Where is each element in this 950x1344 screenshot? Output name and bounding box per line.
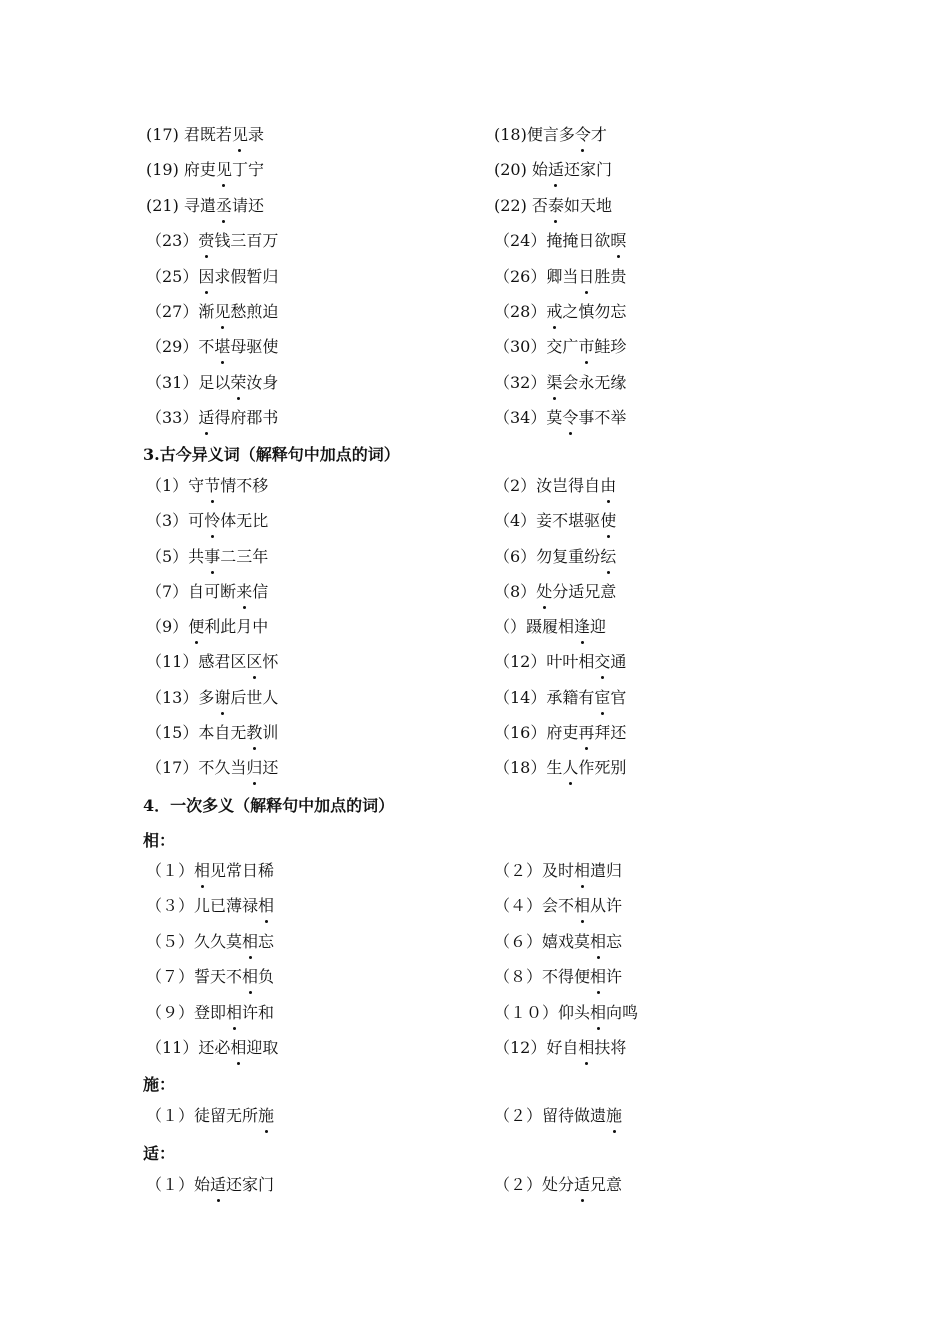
item-text-after: 才: [590, 125, 607, 144]
item-text-after: 求假暂归: [214, 266, 279, 286]
list-row: [146, 580, 846, 610]
list-item-right: [494, 509, 616, 533]
dotted-character: 宦: [594, 686, 610, 710]
list-item-right: [494, 1001, 638, 1025]
list-row: [146, 930, 846, 960]
item-text-after: 请还: [231, 195, 264, 215]
item-text-after: 怀: [262, 652, 279, 672]
list-item-left: [146, 580, 268, 604]
item-text-after: 利此月中: [204, 617, 269, 636]
list-item-right: [494, 1173, 622, 1197]
list-item-left: [146, 158, 264, 182]
item-text-after: 胜贵: [594, 266, 627, 286]
dotted-character: 纭: [600, 545, 616, 569]
item-text-after: 迎: [590, 617, 607, 636]
item-text-before: （5）共: [146, 546, 205, 566]
item-text-before: （16）府吏: [494, 722, 579, 742]
item-text-before: （１０）仰头: [494, 1002, 591, 1022]
item-text-after: 从许: [590, 896, 623, 916]
item-text-after: 兄意: [590, 1175, 623, 1194]
item-text-before: (17) 君既若: [146, 125, 232, 144]
item-text-before: （１）: [146, 861, 195, 880]
list-item-right: [494, 474, 616, 498]
item-text-after: 会永无缘: [562, 372, 627, 392]
item-text-after: 官: [610, 687, 627, 707]
list-item-right: [494, 545, 616, 569]
item-text-after: 作死别: [578, 758, 627, 777]
list-item-left: [146, 474, 268, 498]
item-text-before: （8）: [494, 581, 537, 601]
dotted-character: 人: [562, 756, 578, 780]
item-text-after: 向鸣: [606, 1002, 639, 1022]
list-item-left: [146, 1001, 274, 1025]
item-text-before: （24）掩掩日欲: [494, 231, 611, 251]
item-text-after: 之慎勿忘: [562, 302, 627, 321]
dotted-character: 处: [536, 580, 552, 604]
item-text-before: (20) 始: [494, 160, 548, 180]
dotted-character: 使: [600, 509, 616, 533]
list-item-right: [494, 930, 622, 954]
item-text-before: （3）可: [146, 511, 205, 531]
dotted-character: 事: [204, 545, 220, 569]
item-text-before: （1）守: [146, 476, 205, 495]
item-text-after: 还家门: [226, 1175, 275, 1194]
list-item-right: [494, 580, 616, 604]
dotted-character: 相: [590, 930, 606, 954]
list-item-left: [146, 371, 278, 395]
item-text-before: （５）久久莫: [146, 931, 243, 951]
list-item-left: [146, 406, 278, 430]
dotted-character: 丞: [216, 194, 232, 218]
item-text-after: 钱三百万: [214, 231, 279, 251]
item-text-after: 情不移: [220, 476, 269, 495]
dotted-character: 令: [575, 123, 591, 147]
list-item-left: [146, 265, 278, 289]
list-row: [146, 650, 846, 680]
item-text-after: 信: [252, 581, 269, 601]
dotted-character: 来: [236, 580, 252, 604]
item-text-after: 忘: [258, 931, 275, 951]
list-item-right: [494, 650, 626, 674]
dotted-character: 节: [204, 474, 220, 498]
item-text-before: （26）卿当: [494, 266, 579, 286]
dotted-character: 见: [214, 300, 230, 324]
list-item-left: [146, 335, 278, 359]
list-item-right: [494, 615, 606, 639]
list-row: [146, 371, 846, 401]
item-text-before: （30）交广: [494, 337, 579, 357]
item-text-before: （１）始: [146, 1175, 211, 1194]
list-row: [146, 894, 846, 924]
item-text-before: (18)便言多: [494, 125, 575, 144]
list-item-left: [146, 1104, 274, 1128]
item-text-before: （7）自可断: [146, 581, 237, 601]
item-text-after: 体无比: [220, 511, 269, 531]
list-item-right: [494, 721, 626, 745]
label-shi: 施：: [143, 1075, 176, 1094]
item-text-before: （12）好自: [494, 1038, 579, 1057]
list-row: [146, 1173, 846, 1203]
item-text-after: 愁煎迫: [230, 302, 279, 321]
item-text-before: （６）嬉戏莫: [494, 931, 591, 951]
dotted-character: 相: [578, 1036, 594, 1060]
heading-ancient-modern-meaning: 3.古今异义词（解释句中加点的词）: [143, 445, 400, 464]
dotted-character: 怜: [204, 509, 220, 533]
list-item-right: [494, 335, 626, 359]
dotted-character: 归: [246, 756, 262, 780]
list-item-left: [146, 686, 278, 710]
list-item-right: [494, 158, 612, 182]
item-text-before: （18）生: [494, 758, 563, 777]
list-item-right: [494, 1036, 626, 1060]
list-item-right: [494, 265, 626, 289]
list-row: [146, 615, 846, 645]
label-xiang: 相：: [143, 831, 176, 850]
item-text-after: 丁宁: [231, 160, 264, 180]
item-text-before: (22) 否: [494, 195, 548, 215]
list-item-left: [146, 545, 268, 569]
dotted-character: 适: [574, 1173, 590, 1197]
list-item-left: [146, 615, 268, 639]
item-text-before: （11）还必: [146, 1038, 231, 1057]
heading-polysemy: 4．一次多义（解释句中加点的词）: [143, 796, 395, 815]
list-row: [146, 1104, 846, 1134]
dotted-character: 适: [548, 158, 564, 182]
item-text-before: （23）: [146, 231, 199, 251]
item-text-after: 还家门: [563, 160, 612, 180]
item-text-before: （4）妾不堪驱: [494, 511, 601, 531]
item-text-after: 鲑珍: [594, 337, 627, 357]
item-text-before: （32）: [494, 372, 547, 392]
item-text-before: （２）处分: [494, 1175, 575, 1194]
list-item-right: [494, 686, 626, 710]
item-text-after: 训: [262, 722, 279, 742]
dotted-character: 相: [226, 1001, 242, 1025]
item-text-before: （29）不: [146, 337, 215, 357]
item-text-before: （３）儿已薄禄: [146, 896, 259, 916]
dotted-character: 戒: [546, 300, 562, 324]
dotted-character: 相: [574, 894, 590, 918]
list-row: [146, 509, 846, 539]
dotted-character: 相: [258, 894, 274, 918]
list-item-left: [146, 965, 274, 989]
item-text-after: 如天地: [563, 195, 612, 215]
item-text-before: （７）誓天不: [146, 967, 243, 987]
dotted-character: 再: [578, 721, 594, 745]
list-item-right: [494, 194, 612, 218]
list-item-right: [494, 756, 626, 780]
item-text-after: 分适兄意: [552, 581, 617, 601]
item-text-before: (21) 寻遣: [146, 195, 216, 215]
item-text-before: （25）: [146, 266, 199, 286]
item-text-before: （34）莫: [494, 408, 563, 428]
list-row: [146, 194, 846, 224]
dotted-character: 相: [194, 859, 210, 883]
item-text-after: 录: [247, 125, 264, 144]
item-text-before: （6）勿复重纷: [494, 546, 601, 566]
list-item-left: [146, 509, 268, 533]
dotted-character: 施: [258, 1104, 274, 1128]
item-text-before: （）蹑履相: [494, 617, 575, 636]
item-text-after: 许: [606, 967, 623, 987]
list-row: [146, 756, 846, 786]
list-row: [146, 406, 846, 436]
dotted-character: 见: [232, 123, 248, 147]
list-row: [146, 859, 846, 889]
list-item-left: [146, 229, 278, 253]
dotted-character: 渠: [546, 371, 562, 395]
item-text-after: 事不举: [578, 408, 627, 428]
dotted-character: 荣: [230, 371, 246, 395]
list-row: [146, 229, 846, 259]
list-item-left: [146, 721, 278, 745]
list-item-right: [494, 123, 607, 147]
dotted-character: 适: [198, 406, 214, 430]
item-text-before: （28）: [494, 302, 547, 321]
item-text-before: （9）: [146, 617, 189, 636]
item-text-after: 许和: [242, 1002, 275, 1022]
dotted-character: 泰: [548, 194, 564, 218]
item-text-before: （15）本自无: [146, 722, 247, 742]
list-row: [146, 335, 846, 365]
dotted-character: 由: [600, 474, 616, 498]
item-text-after: 负: [258, 967, 275, 987]
dotted-character: 见: [216, 158, 232, 182]
item-text-before: （33）: [146, 408, 199, 428]
dotted-character: 因: [198, 265, 214, 289]
dotted-character: 教: [246, 721, 262, 745]
list-item-left: [146, 300, 278, 324]
item-text-after: 拜还: [594, 722, 627, 742]
list-item-right: [494, 859, 622, 883]
dotted-character: 赍: [198, 229, 214, 253]
list-row: [146, 300, 846, 330]
item-text-after: 遣归: [590, 861, 623, 880]
item-text-after: 扶将: [594, 1038, 627, 1057]
list-item-left: [146, 123, 264, 147]
dotted-character: 相: [242, 965, 258, 989]
dotted-character: 相: [230, 1036, 246, 1060]
dotted-character: 相: [590, 1001, 606, 1025]
item-text-before: （８）不得便: [494, 967, 591, 987]
item-text-after: 迎取: [246, 1038, 279, 1057]
list-item-right: [494, 965, 622, 989]
item-text-before: （14）承籍有: [494, 687, 595, 707]
dotted-character: 相: [242, 930, 258, 954]
list-row: [146, 123, 846, 153]
dotted-character: 谢: [214, 686, 230, 710]
list-item-left: [146, 930, 274, 954]
dotted-character: 区: [246, 650, 262, 674]
list-row: [146, 965, 846, 995]
item-text-after: 见常日稀: [210, 861, 275, 880]
list-item-left: [146, 1036, 278, 1060]
item-text-after: 还: [262, 758, 279, 777]
list-item-right: [494, 1104, 622, 1128]
dotted-character: 逢: [574, 615, 590, 639]
list-item-left: [146, 894, 274, 918]
dotted-character: 便: [188, 615, 204, 639]
list-item-left: [146, 859, 274, 883]
list-row: [146, 1001, 846, 1031]
item-text-before: （27）渐: [146, 302, 215, 321]
dotted-character: 堪: [214, 335, 230, 359]
list-item-left: [146, 194, 264, 218]
item-text-before: （12）叶叶相: [494, 652, 595, 672]
item-text-before: （９）登即: [146, 1002, 227, 1022]
list-row: [146, 686, 846, 716]
list-row: [146, 1036, 846, 1066]
list-item-right: [494, 894, 622, 918]
dotted-character: 暝: [610, 229, 626, 253]
list-item-right: [494, 371, 626, 395]
item-text-before: （31）足以: [146, 372, 231, 392]
list-item-left: [146, 1173, 274, 1197]
item-text-after: 得府郡书: [214, 408, 279, 428]
item-text-before: （２）及时: [494, 861, 575, 880]
list-row: [146, 721, 846, 751]
item-text-after: 通: [610, 652, 627, 672]
list-row: [146, 158, 846, 188]
item-text-after: 后世人: [230, 687, 279, 707]
item-text-before: （４）会不: [494, 896, 575, 916]
list-item-right: [494, 229, 626, 253]
dotted-character: 日: [578, 265, 594, 289]
item-text-after: 母驱使: [230, 337, 279, 357]
item-text-after: 忘: [606, 931, 623, 951]
item-text-after: 汝身: [246, 372, 279, 392]
dotted-character: 令: [562, 406, 578, 430]
list-row: [146, 265, 846, 295]
dotted-character: 相: [574, 859, 590, 883]
list-item-right: [494, 300, 626, 324]
item-text-before: （13）多: [146, 687, 215, 707]
list-row: [146, 545, 846, 575]
list-item-left: [146, 756, 278, 780]
dotted-character: 适: [210, 1173, 226, 1197]
item-text-before: （２）留待做遗: [494, 1106, 607, 1125]
item-text-before: （2）汝岂得自: [494, 476, 601, 495]
list-item-right: [494, 406, 626, 430]
list-row: [146, 474, 846, 504]
label-shi2: 适：: [143, 1144, 176, 1163]
dotted-character: 市: [578, 335, 594, 359]
dotted-character: 相: [590, 965, 606, 989]
item-text-before: （17）不久当: [146, 758, 247, 777]
dotted-character: 交: [594, 650, 610, 674]
list-item-left: [146, 650, 278, 674]
item-text-before: (19) 府吏: [146, 160, 216, 180]
item-text-before: （11）感君区: [146, 652, 247, 672]
dotted-character: 施: [606, 1104, 622, 1128]
item-text-after: 二三年: [220, 546, 269, 566]
item-text-before: （１）徒留无所: [146, 1106, 259, 1125]
